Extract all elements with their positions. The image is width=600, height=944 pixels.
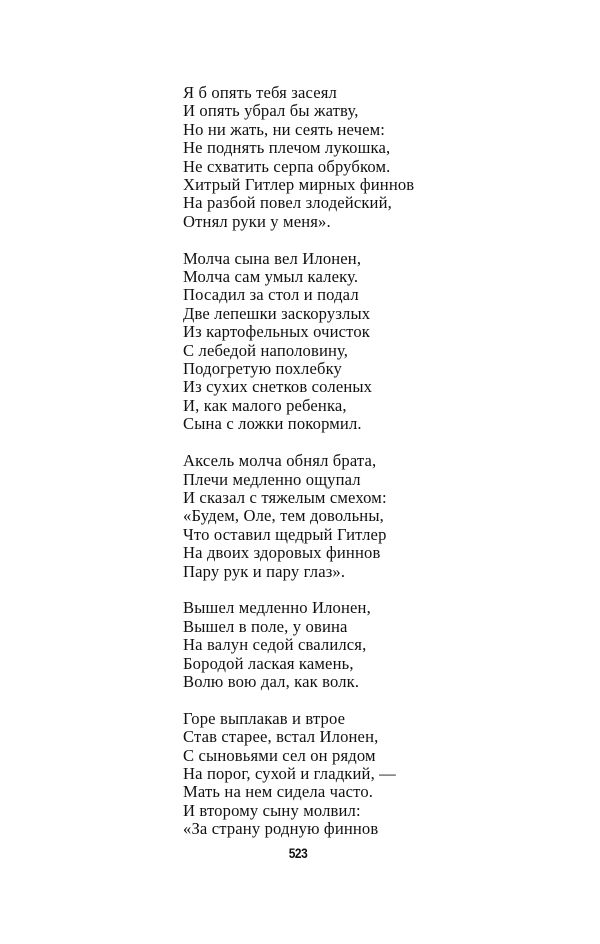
verse-line: Став старее, встал Илонен, — [183, 727, 379, 747]
verse-line: Не схватить серпа обрубком. — [183, 156, 391, 176]
verse-line: С лебедой наполовину, — [183, 340, 349, 360]
verse-line: На разбой повел злодейский, — [183, 193, 392, 213]
verse-line: Две лепешки заскорузлых — [183, 303, 371, 323]
verse-line: Вышел в поле, у овина — [183, 616, 348, 636]
stanza-1 — [183, 84, 483, 231]
verse-line: Пару рук и пару глаз». — [183, 561, 346, 581]
page-number: 523 — [288, 845, 308, 861]
verse-line: Что оставил щедрый Гитлер — [183, 524, 387, 544]
verse-line: Аксель молча обнял брата, — [183, 451, 377, 471]
verse-line: Горе выплакав и втрое — [183, 708, 346, 728]
verse-line: С сыновьями сел он рядом — [183, 745, 376, 765]
verse-line: Я б опять тебя засеял — [183, 83, 337, 102]
verse-line: Посадил за стол и подал — [183, 285, 359, 305]
stanza-3 — [183, 452, 483, 581]
verse-line: И сказал с тяжелым смехом: — [183, 487, 387, 507]
verse-line: И, как малого ребенка, — [183, 395, 347, 415]
verse-line: Отнял руки у меня». — [183, 211, 331, 231]
verse-line: Молча сам умыл калеку. — [183, 267, 359, 287]
verse-line: И второму сыну молвил: — [183, 800, 361, 820]
verse-line: Вышел медленно Илонен, — [183, 598, 371, 618]
verse-line: На порог, сухой и гладкий, — — [183, 763, 396, 783]
verse-line: Волю вою дал, как волк. — [183, 671, 360, 691]
verse-line: Из картофельных очисток — [183, 322, 371, 342]
verse-line: «Будем, Оле, тем довольны, — [183, 506, 384, 526]
verse-line: Но ни жать, ни сеять нечем: — [183, 119, 385, 139]
verse-line: Хитрый Гитлер мирных финнов — [183, 175, 415, 195]
verse-line: На валун седой свалился, — [183, 635, 367, 655]
verse-line: «За страну родную финнов — [183, 819, 379, 839]
verse-line: Мать на нем сидела часто. — [183, 782, 374, 802]
verse-line: Из сухих снетков соленых — [183, 377, 373, 397]
verse-line: Не поднять плечом лукошка, — [183, 138, 391, 158]
verse-line: Бородой лаская камень, — [183, 653, 354, 673]
verse-line: Подогретую похлебку — [183, 359, 343, 379]
stanza-5 — [183, 710, 483, 839]
verse-line: На двоих здоровых финнов — [183, 543, 381, 563]
poem-text — [183, 84, 483, 857]
verse-line: И опять убрал бы жатву, — [183, 101, 359, 121]
stanza-2 — [183, 250, 483, 434]
verse-line: Молча сына вел Илонен, — [183, 248, 362, 268]
verse-line: Сына с ложки покормил. — [183, 414, 362, 434]
verse-line: Плечи медленно ощупал — [183, 469, 361, 489]
stanza-4 — [183, 599, 483, 691]
